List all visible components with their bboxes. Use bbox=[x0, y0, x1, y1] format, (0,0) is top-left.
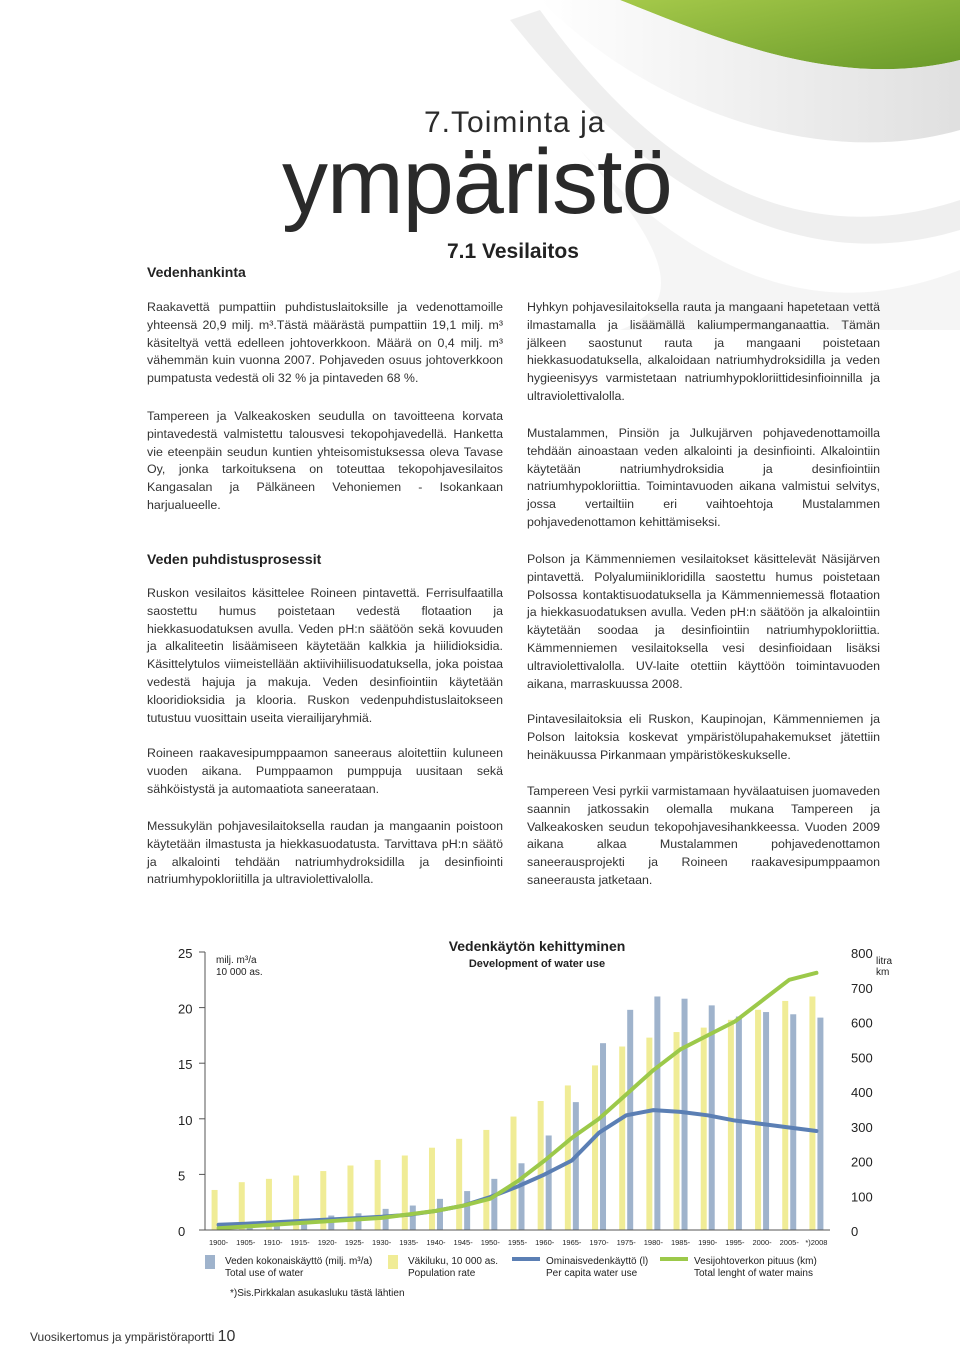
paragraph: Mustalammen, Pinsiön ja Julkujärven pohjavedenottamoilla tehdään ainoastaan veden alkalointi ja desinfiointi. Alkalointiin käytetään natriumhydroksidia ja desinfiointiin natriumhypokloriittia. Toimintavuoden aikana valmistui selvitys, jossa vertailtiin eri vaihtoehtoja Mustalammen pohjavedenottamon kehittämiseksi. bbox=[527, 426, 880, 529]
page-number: 10 bbox=[217, 1328, 236, 1345]
right-tick-label: 400 bbox=[851, 1085, 873, 1100]
right-tick-label: 0 bbox=[851, 1224, 859, 1239]
x-tick-label: 1930- bbox=[372, 1238, 392, 1247]
bar-total-water-use bbox=[519, 1163, 525, 1230]
paragraph: Tampereen Vesi pyrkii varmistamaan hyvälaatuisen juomaveden saannin jatkossakin olemalla mukana Tampereen ja Valkeakosken seudun tekopohjavesihankkeessa. Vuoden 2009 aikana alkaa Mustalammen pohjavedenottamon saneerausprojekti ja Roineen raakavesipumppaamon saneerausta jatketaan. bbox=[527, 784, 880, 887]
legend-total-water-use-swatch bbox=[205, 1255, 215, 1269]
bar-total-water-use bbox=[790, 1014, 796, 1230]
chapter-title-light: istö bbox=[532, 131, 672, 233]
subheading-puhdistusprosessit: Veden puhdistusprosessit bbox=[147, 551, 322, 567]
bar-total-water-use bbox=[600, 1043, 606, 1230]
x-tick-label: 1905- bbox=[236, 1238, 256, 1247]
chapter-heading: 7.Toiminta ja bbox=[424, 106, 606, 139]
chart-title: Vedenkäytön kehittyminen bbox=[448, 938, 626, 954]
bar-population bbox=[619, 1047, 625, 1230]
right-unit-label-2: km bbox=[876, 967, 890, 978]
bar-population bbox=[646, 1038, 652, 1230]
legend-water-mains-length-label: Vesijohtoverkon pituus (km) bbox=[694, 1256, 817, 1267]
bar-population bbox=[592, 1065, 598, 1230]
water-use-chart bbox=[0, 925, 960, 1325]
bar-total-water-use bbox=[817, 1018, 823, 1230]
bar-population bbox=[755, 1010, 761, 1230]
line-water-mains-length bbox=[219, 973, 817, 1228]
paragraph: Messukylän pohjavesilaitoksella raudan ja mangaanin poistoon käytetään ilmastusta ja hiekkasuodatusta. Tarvittava pH:n säätö ja alkalointi tehdään natriumhydroksidilla ja desinfiointi natriumhypokloriitilla ja ultraviolettivalolla. bbox=[147, 819, 503, 887]
x-tick-label: 1920- bbox=[317, 1238, 337, 1247]
bar-total-water-use bbox=[491, 1179, 497, 1230]
bar-total-water-use bbox=[573, 1102, 579, 1230]
left-tick-label: 15 bbox=[178, 1057, 193, 1073]
x-tick-label: 1945- bbox=[453, 1238, 473, 1247]
bar-population bbox=[429, 1148, 435, 1230]
line-per-capita-use bbox=[219, 1110, 817, 1225]
bar-total-water-use bbox=[355, 1213, 361, 1230]
section-title: 7.1 Vesilaitos bbox=[447, 240, 579, 263]
x-tick-label: 1985- bbox=[670, 1238, 691, 1247]
bar-population bbox=[511, 1117, 517, 1230]
bar-total-water-use bbox=[763, 1012, 769, 1230]
chart-svg bbox=[0, 925, 960, 1325]
right-tick-label: 500 bbox=[851, 1050, 873, 1066]
x-tick-label: 1975- bbox=[616, 1238, 636, 1247]
x-tick-label: 1970- bbox=[589, 1238, 609, 1247]
x-tick-label: 1995- bbox=[725, 1238, 745, 1247]
bar-population bbox=[782, 1001, 788, 1230]
x-tick-label: 1990- bbox=[698, 1238, 718, 1247]
left-unit-label-2: 10 000 as. bbox=[216, 967, 263, 978]
left-tick-label: 20 bbox=[178, 1001, 193, 1017]
paragraph: Raakavettä pumpattiin puhdistuslaitoksille ja vedenottamoille yhteensä 20,9 milj. m³.Tästä määrästä pumpattiin 19,1 milj. m³ käsiteltyä vettä edelleen johtoverkkoon. Määrä on 0,4 milj. m³ vähemmän kuin vuonna 2007. Pohjaveden osuus johtoverkkoon pumpatusta vedestä oli 32 % ja pintaveden 68 %. bbox=[147, 300, 503, 386]
bar-total-water-use bbox=[410, 1206, 416, 1230]
page-footer bbox=[30, 1328, 235, 1346]
x-tick-label: 2000- bbox=[752, 1238, 772, 1247]
legend-total-water-use-label-en: Total use of water bbox=[225, 1268, 304, 1279]
chart-note: *)Sis.Pirkkalan asukasluku tästä lähtien bbox=[230, 1288, 405, 1299]
right-tick-label: 300 bbox=[851, 1119, 873, 1135]
footer-text: Vuosikertomus ja ympäristöraportti bbox=[30, 1330, 215, 1344]
bar-population bbox=[701, 1028, 707, 1230]
paragraph: Ruskon vesilaitos käsittelee Roineen pintavettä. Ferrisulfaatilla saostettu humus poistetaan vedestä flotaation ja hiekkasuodatuksen avulla. Veden pH:n säätöön sekä kovuuden ja alkaliteetin lisäämiseen käytetään kalkkia ja hiilidioksidia. Käsittelytulos viimeistellään aktiivihiilisuodatuksella, joka poistaa vedestä hajuja ja makuja. Veden desinfiointiin käytetään klooridioksidia ja klooria. Ruskon vedenpuhdistuslaitokseen tutustuu vuosittain useita vierailijaryhmiä. bbox=[147, 586, 503, 725]
bar-total-water-use bbox=[464, 1191, 470, 1230]
x-tick-label: 1910- bbox=[263, 1238, 283, 1247]
x-tick-label: 1900- bbox=[208, 1238, 229, 1247]
bar-population bbox=[728, 1020, 734, 1230]
bar-population bbox=[565, 1085, 571, 1230]
bar-total-water-use bbox=[546, 1135, 552, 1230]
chapter-title bbox=[282, 131, 672, 233]
chapter-title-dark: ympär bbox=[282, 131, 533, 233]
bar-population bbox=[809, 996, 815, 1230]
legend-population-label: Väkiluku, 10 000 as. bbox=[408, 1256, 499, 1267]
x-tick-label: 1935- bbox=[399, 1238, 419, 1247]
bar-total-water-use bbox=[437, 1199, 443, 1230]
left-tick-label: 25 bbox=[178, 946, 193, 961]
right-tick-label: 100 bbox=[851, 1189, 873, 1205]
x-tick-label: 1915- bbox=[290, 1238, 310, 1247]
paragraph: Tampereen ja Valkeakosken seudulla on tavoitteena korvata pintavedestä valmistettu talousvesi tekopohjavedellä. Hanketta vie eteenpäin seudun kuntien yhteisomistuksessa oleva Tavase Oy, jonka tarkoituksena on toteuttaa tekopohjavesilaitos Kangasalan ja Pälkäneen Vehoniemen - Isokankaan harjualueelle. bbox=[147, 409, 503, 512]
bar-population bbox=[483, 1130, 489, 1230]
right-unit-label: litra bbox=[876, 956, 893, 967]
right-tick-label: 200 bbox=[851, 1154, 873, 1170]
right-tick-label: 600 bbox=[851, 1015, 873, 1031]
paragraph: Roineen raakavesipumppaamon saneeraus aloitettiin kuluneen vuoden aikana. Pumppaamon pumppuja uusitaan sekä sähköistystä ja automaatiota saneerataan. bbox=[147, 746, 503, 796]
bar-population bbox=[212, 1190, 218, 1230]
x-tick-label: *)2008 bbox=[805, 1238, 828, 1247]
bar-population bbox=[456, 1139, 462, 1230]
legend-population-swatch bbox=[388, 1255, 398, 1269]
x-tick-label: 1940- bbox=[426, 1238, 446, 1247]
x-tick-label: 1925- bbox=[344, 1238, 365, 1247]
left-unit-label: milj. m³/a bbox=[216, 955, 257, 966]
bar-population bbox=[674, 1032, 680, 1230]
subheading-vedenhankinta: Vedenhankinta bbox=[147, 264, 246, 280]
left-tick-label: 5 bbox=[178, 1168, 186, 1184]
legend-total-water-use-label: Veden kokonaiskäyttö (milj. m³/a) bbox=[225, 1256, 373, 1267]
right-tick-label: 700 bbox=[851, 980, 873, 996]
x-tick-label: 1980- bbox=[643, 1238, 663, 1247]
legend-water-mains-length-label-en: Total lenght of water mains bbox=[694, 1268, 813, 1279]
paragraph: Hyhkyn pohjavesilaitoksella rauta ja mangaani hapetetaan vettä ilmastamalla ja lisäämällä kaliumpermanganaattia. Tämän jälkeen saostunut rauta ja mangaani poistetaan hiekkasuodatuksella, alkaloidaan natriumhydroksidilla ja veden hygieenisyys varmistetaan natriumhypokloriittidesinfioinnilla ja ultraviolettivalolla. bbox=[527, 300, 880, 403]
legend-per-capita-use-label: Ominaisvedenkäyttö (l) bbox=[546, 1256, 649, 1267]
bar-total-water-use bbox=[627, 1010, 633, 1230]
chart-subtitle: Development of water use bbox=[468, 958, 606, 970]
x-tick-label: 1965- bbox=[562, 1238, 582, 1247]
right-tick-label: 800 bbox=[851, 946, 873, 961]
left-tick-label: 10 bbox=[178, 1112, 193, 1128]
bar-total-water-use bbox=[654, 996, 660, 1230]
x-tick-label: 2005- bbox=[779, 1238, 799, 1247]
paragraph: Polson ja Kämmenniemen vesilaitokset käsittelevät Näsijärven pintavettä. Polyalumiinikloridilla saostettu humus poistetaan Polsossa kontaktisuodatuksella ja Kämmenniemessä flotaation ja hiekkasuodatuksen avulla. Veden pH:n säätöön ja alkalointiin käytetään soodaa ja desinfiointiin natriumhypokloriittia. Kämmenniemen vesilaitoksella vesi desinfioidaan lisäksi ultraviolettivalolla. UV-laite otettiin käyttöön toimintavuoden aikana, marraskuussa 2008. bbox=[527, 552, 880, 691]
x-tick-label: 1960- bbox=[535, 1238, 555, 1247]
x-tick-label: 1950- bbox=[480, 1238, 500, 1247]
left-tick-label: 0 bbox=[178, 1224, 186, 1239]
bar-population bbox=[402, 1155, 408, 1230]
legend-per-capita-use-label-en: Per capita water use bbox=[546, 1268, 638, 1279]
paragraph: Pintavesilaitoksia eli Ruskon, Kaupinojan, Kämmenniemen ja Polson laitoksia koskevat ympäristölupahakemukset jätettiin heinäkuussa Pirkanmaan ympäristökeskukselle. bbox=[527, 712, 880, 762]
x-tick-label: 1955- bbox=[507, 1238, 528, 1247]
legend-population-label-en: Population rate bbox=[408, 1268, 476, 1279]
